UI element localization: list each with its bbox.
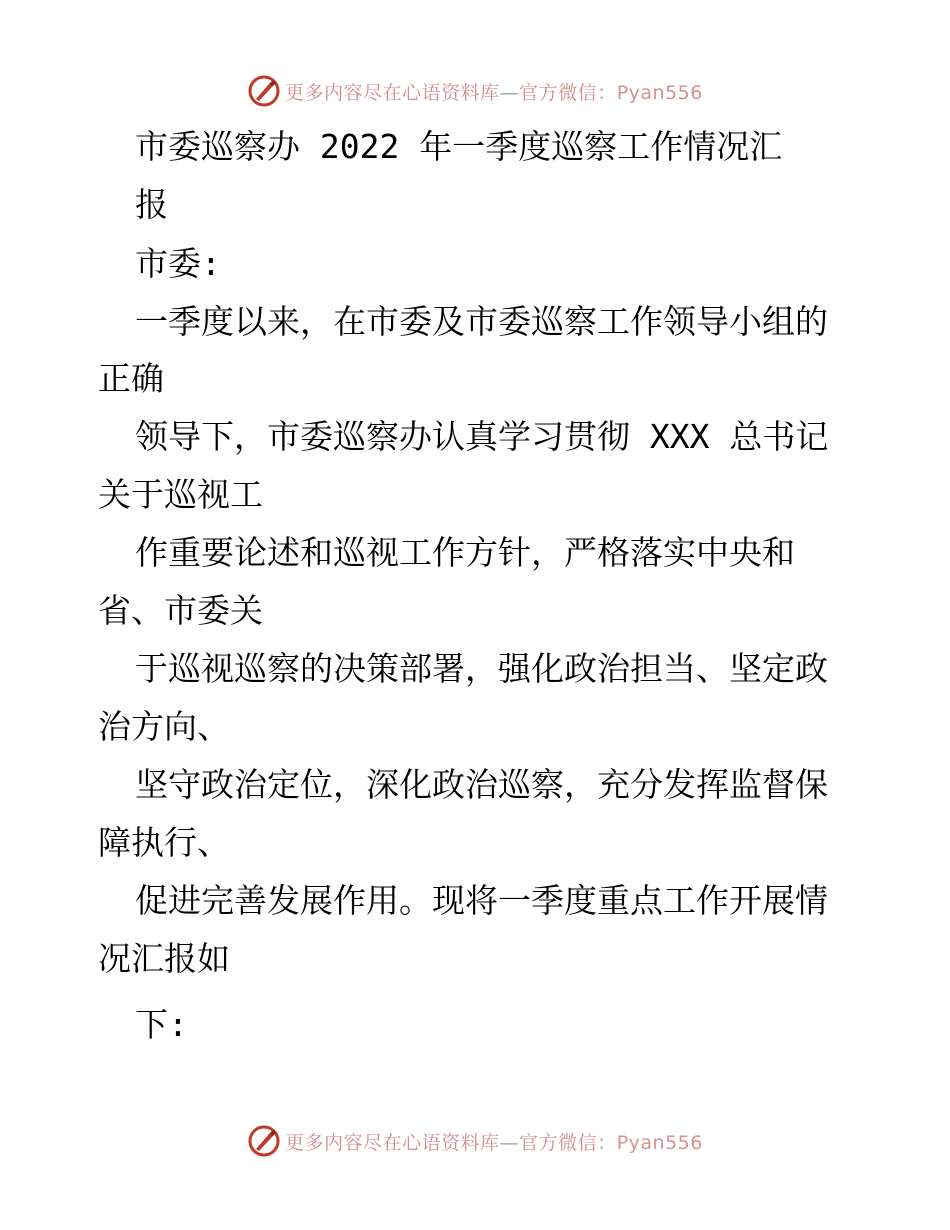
watermark-text: 更多内容尽在心语资料库—官方微信：Pyan556 [285,81,703,104]
body-line: 省、市委关 [98,591,263,630]
document-title-line-1: 市委巡察办 2022 年一季度巡察工作情况汇 [135,127,783,166]
body-line: 领导下，市委巡察办认真学习贯彻 XXX 总书记 [135,417,829,456]
body-line: 坚守政治定位，深化政治巡察，充分发挥监督保 [135,765,828,804]
watermark-text: 更多内容尽在心语资料库—官方微信：Pyan556 [285,1131,703,1154]
body-line: 况汇报如 [98,939,230,978]
salutation: 市委: [135,244,221,283]
document-title-line-2: 报 [135,185,168,224]
body-line: 促进完善发展作用。现将一季度重点工作开展情 [135,881,828,920]
body-line: 于巡视巡察的决策部署，强化政治担当、坚定政 [135,649,828,688]
body-line: 下: [135,1005,188,1044]
watermark-header [0,71,950,111]
body-line: 障执行、 [98,823,230,862]
body-line: 关于巡视工 [98,475,263,514]
pen-seal-logo-icon [247,74,281,108]
body-line: 治方向、 [98,707,230,746]
watermark-footer [0,1121,950,1161]
body-line: 作重要论述和巡视工作方针，严格落实中央和 [135,533,795,572]
body-line: 一季度以来，在市委及市委巡察工作领导小组的 [135,302,828,341]
body-line: 正确 [98,359,164,398]
pen-seal-logo-icon [247,1124,281,1158]
